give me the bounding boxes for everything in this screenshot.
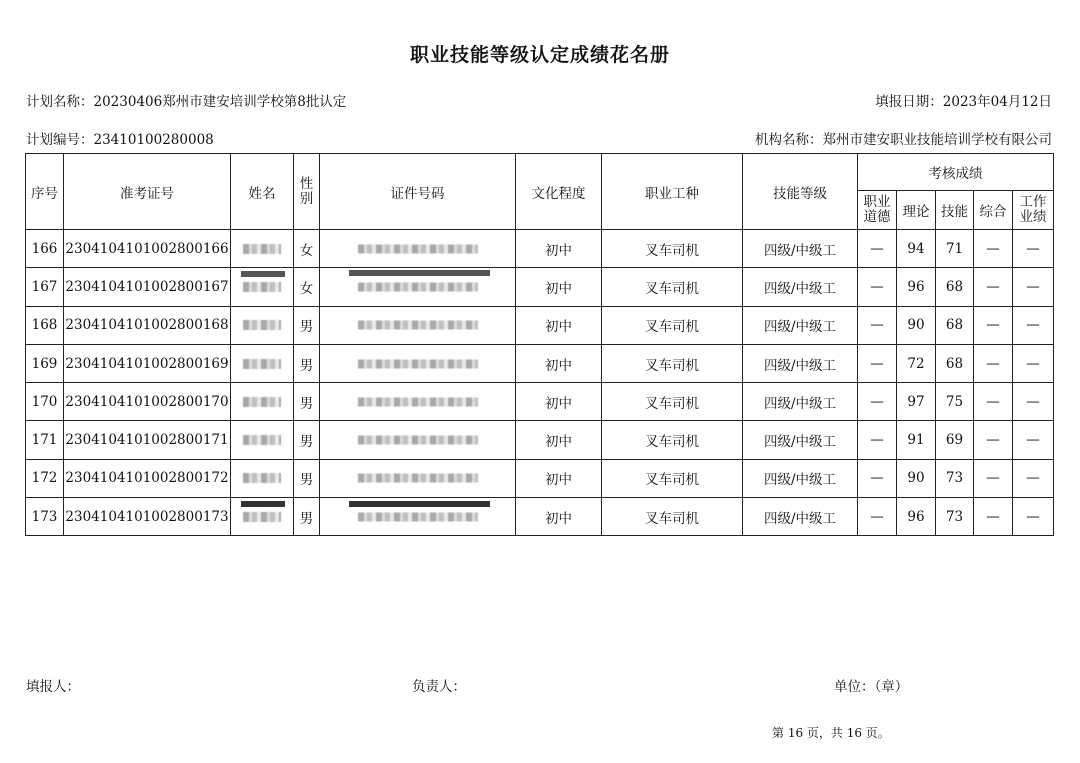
table-row bbox=[26, 498, 1054, 536]
cell-name-redacted bbox=[231, 459, 294, 497]
cell-gender: 男 bbox=[294, 344, 320, 382]
unit-seal-label: 单位：（章） bbox=[834, 679, 909, 695]
header-ethics-top: 职业 bbox=[863, 194, 891, 210]
cell-gender: 女 bbox=[294, 268, 320, 306]
table-row bbox=[26, 306, 1054, 344]
cell-seq: 167 bbox=[26, 268, 64, 306]
cell-seq: 166 bbox=[26, 230, 64, 268]
cell-id-redacted bbox=[320, 230, 516, 268]
cell-ethics: — bbox=[858, 498, 897, 536]
cell-gender: 女 bbox=[294, 230, 320, 268]
cell-overall: — bbox=[974, 344, 1013, 382]
cell-theory: 91 bbox=[897, 421, 936, 459]
cell-occupation: 叉车司机 bbox=[602, 383, 743, 421]
header-overall: 综合 bbox=[974, 191, 1013, 230]
redaction-blur bbox=[243, 320, 281, 330]
cell-seq: 172 bbox=[26, 459, 64, 497]
cell-education: 初中 bbox=[516, 383, 602, 421]
cell-occupation: 叉车司机 bbox=[602, 344, 743, 382]
redaction-blur bbox=[243, 435, 281, 445]
cell-skill-level: 四级/中级工 bbox=[743, 383, 858, 421]
redaction-blur bbox=[358, 397, 478, 406]
header-ticket-number: 准考证号 bbox=[64, 154, 231, 230]
cell-name-redacted bbox=[231, 306, 294, 344]
cell-occupation: 叉车司机 bbox=[602, 306, 743, 344]
cell-skill-level: 四级/中级工 bbox=[743, 459, 858, 497]
cell-overall: — bbox=[974, 498, 1013, 536]
cell-theory: 96 bbox=[897, 268, 936, 306]
cell-work-performance: — bbox=[1013, 498, 1054, 536]
cell-gender: 男 bbox=[294, 459, 320, 497]
cell-ticket-number: 2304104101002800168 bbox=[64, 306, 231, 344]
cell-seq: 171 bbox=[26, 421, 64, 459]
cell-education: 初中 bbox=[516, 459, 602, 497]
table-row bbox=[26, 268, 1054, 306]
cell-skill-level: 四级/中级工 bbox=[743, 268, 858, 306]
reporter-label: 填报人： bbox=[26, 679, 80, 695]
cell-skill-level: 四级/中级工 bbox=[743, 498, 858, 536]
cell-ticket-number: 2304104101002800170 bbox=[64, 383, 231, 421]
cell-education: 初中 bbox=[516, 230, 602, 268]
header-gender-bottom: 别 bbox=[299, 190, 314, 207]
cell-occupation: 叉车司机 bbox=[602, 498, 743, 536]
report-date: 填报日期：2023年04月12日 bbox=[875, 94, 1052, 110]
cell-work-performance: — bbox=[1013, 344, 1054, 382]
header-ethics bbox=[858, 191, 897, 230]
cell-ticket-number: 2304104101002800171 bbox=[64, 421, 231, 459]
redaction-blur bbox=[358, 474, 478, 483]
table-row bbox=[26, 421, 1054, 459]
cell-skill-level: 四级/中级工 bbox=[743, 344, 858, 382]
cell-skill: 68 bbox=[936, 268, 974, 306]
header-gender bbox=[294, 154, 320, 230]
cell-occupation: 叉车司机 bbox=[602, 459, 743, 497]
cell-education: 初中 bbox=[516, 344, 602, 382]
cell-skill-level: 四级/中级工 bbox=[743, 421, 858, 459]
cell-theory: 96 bbox=[897, 498, 936, 536]
cell-occupation: 叉车司机 bbox=[602, 230, 743, 268]
redaction-blur bbox=[358, 512, 478, 521]
redaction-blur bbox=[243, 473, 281, 483]
cell-theory: 72 bbox=[897, 344, 936, 382]
cell-seq: 170 bbox=[26, 383, 64, 421]
cell-overall: — bbox=[974, 306, 1013, 344]
cell-name-redacted bbox=[231, 421, 294, 459]
cell-name-redacted bbox=[231, 230, 294, 268]
redaction-blur bbox=[358, 244, 478, 253]
cell-id-redacted bbox=[320, 344, 516, 382]
cell-overall: — bbox=[974, 230, 1013, 268]
cell-overall: — bbox=[974, 268, 1013, 306]
cell-theory: 90 bbox=[897, 306, 936, 344]
redaction-bar bbox=[349, 501, 490, 507]
redaction-blur bbox=[243, 397, 281, 407]
cell-seq: 173 bbox=[26, 498, 64, 536]
redaction-blur bbox=[243, 512, 281, 522]
cell-id-redacted bbox=[320, 306, 516, 344]
header-skill: 技能 bbox=[936, 191, 974, 230]
cell-ethics: — bbox=[858, 306, 897, 344]
cell-skill-level: 四级/中级工 bbox=[743, 230, 858, 268]
cell-work-performance: — bbox=[1013, 383, 1054, 421]
redaction-bar bbox=[241, 501, 285, 507]
header-seq: 序号 bbox=[26, 154, 64, 230]
redaction-blur bbox=[243, 244, 281, 254]
cell-name-redacted bbox=[231, 344, 294, 382]
cell-occupation: 叉车司机 bbox=[602, 268, 743, 306]
header-work-bottom: 业绩 bbox=[1019, 209, 1047, 225]
cell-overall: — bbox=[974, 459, 1013, 497]
cell-ticket-number: 2304104101002800172 bbox=[64, 459, 231, 497]
cell-ethics: — bbox=[858, 268, 897, 306]
cell-occupation: 叉车司机 bbox=[602, 421, 743, 459]
cell-theory: 97 bbox=[897, 383, 936, 421]
cell-skill: 73 bbox=[936, 459, 974, 497]
cell-overall: — bbox=[974, 383, 1013, 421]
score-roster-table bbox=[25, 153, 1054, 536]
cell-work-performance: — bbox=[1013, 421, 1054, 459]
redaction-bar bbox=[241, 271, 285, 277]
header-education: 文化程度 bbox=[516, 154, 602, 230]
page-number: 第 16 页，共 16 页。 bbox=[772, 726, 890, 740]
cell-ticket-number: 2304104101002800167 bbox=[64, 268, 231, 306]
cell-skill: 68 bbox=[936, 344, 974, 382]
cell-skill: 75 bbox=[936, 383, 974, 421]
redaction-blur bbox=[358, 321, 478, 330]
header-id-number: 证件号码 bbox=[320, 154, 516, 230]
cell-skill: 73 bbox=[936, 498, 974, 536]
redaction-blur bbox=[358, 436, 478, 445]
cell-ethics: — bbox=[858, 383, 897, 421]
header-occupation: 职业工种 bbox=[602, 154, 743, 230]
table-row bbox=[26, 459, 1054, 497]
cell-overall: — bbox=[974, 421, 1013, 459]
cell-skill: 68 bbox=[936, 306, 974, 344]
cell-theory: 90 bbox=[897, 459, 936, 497]
cell-skill: 71 bbox=[936, 230, 974, 268]
cell-work-performance: — bbox=[1013, 268, 1054, 306]
cell-ethics: — bbox=[858, 421, 897, 459]
cell-ethics: — bbox=[858, 230, 897, 268]
redaction-bar bbox=[349, 270, 490, 276]
redaction-blur bbox=[243, 359, 281, 369]
header-ethics-bottom: 道德 bbox=[863, 209, 891, 225]
cell-seq: 168 bbox=[26, 306, 64, 344]
cell-skill: 69 bbox=[936, 421, 974, 459]
cell-theory: 94 bbox=[897, 230, 936, 268]
cell-work-performance: — bbox=[1013, 459, 1054, 497]
header-theory: 理论 bbox=[897, 191, 936, 230]
plan-name: 计划名称：20230406郑州市建安培训学校第8批认定 bbox=[26, 94, 347, 110]
cell-gender: 男 bbox=[294, 498, 320, 536]
cell-gender: 男 bbox=[294, 421, 320, 459]
header-name: 姓名 bbox=[231, 154, 294, 230]
organization-name: 机构名称：郑州市建安职业技能培训学校有限公司 bbox=[755, 132, 1052, 148]
table-row bbox=[26, 383, 1054, 421]
redaction-blur bbox=[358, 359, 478, 368]
redaction-blur bbox=[358, 282, 478, 291]
cell-ethics: — bbox=[858, 459, 897, 497]
plan-number: 计划编号：23410100280008 bbox=[26, 132, 214, 148]
cell-ethics: — bbox=[858, 344, 897, 382]
cell-gender: 男 bbox=[294, 306, 320, 344]
cell-ticket-number: 2304104101002800166 bbox=[64, 230, 231, 268]
cell-ticket-number: 2304104101002800169 bbox=[64, 344, 231, 382]
cell-education: 初中 bbox=[516, 306, 602, 344]
header-assessment-scores: 考核成绩 bbox=[858, 154, 1054, 191]
cell-work-performance: — bbox=[1013, 230, 1054, 268]
cell-education: 初中 bbox=[516, 268, 602, 306]
redaction-blur bbox=[243, 282, 281, 292]
document-title: 职业技能等级认定成绩花名册 bbox=[409, 44, 670, 66]
cell-seq: 169 bbox=[26, 344, 64, 382]
cell-gender: 男 bbox=[294, 383, 320, 421]
header-skill-level: 技能等级 bbox=[743, 154, 858, 230]
cell-id-redacted bbox=[320, 421, 516, 459]
cell-work-performance: — bbox=[1013, 306, 1054, 344]
header-work-top: 工作 bbox=[1019, 194, 1047, 210]
cell-education: 初中 bbox=[516, 421, 602, 459]
cell-id-redacted bbox=[320, 383, 516, 421]
cell-education: 初中 bbox=[516, 498, 602, 536]
cell-id-redacted bbox=[320, 459, 516, 497]
header-gender-top: 性 bbox=[299, 175, 314, 192]
header-work-performance bbox=[1013, 191, 1054, 230]
table-row bbox=[26, 344, 1054, 382]
cell-name-redacted bbox=[231, 383, 294, 421]
responsible-label: 负责人： bbox=[412, 679, 466, 695]
cell-skill-level: 四级/中级工 bbox=[743, 306, 858, 344]
table-row bbox=[26, 230, 1054, 268]
cell-ticket-number: 2304104101002800173 bbox=[64, 498, 231, 536]
